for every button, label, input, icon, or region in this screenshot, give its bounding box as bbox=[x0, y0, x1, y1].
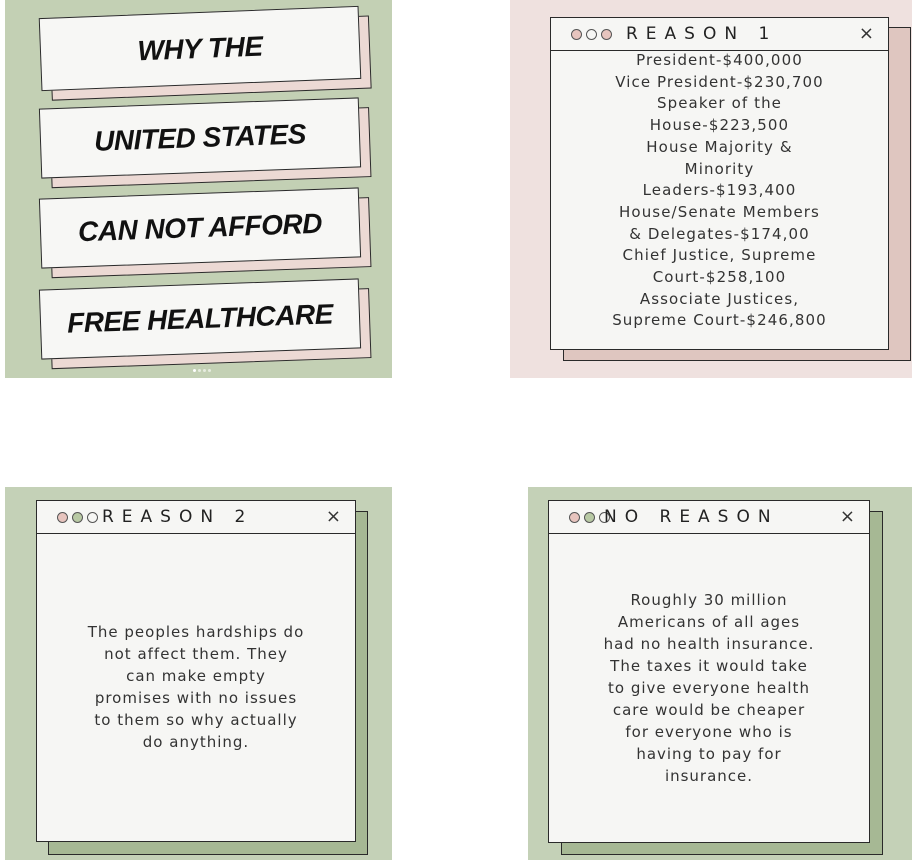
green-circle-icon bbox=[72, 512, 83, 523]
text-line: for everyone who is bbox=[625, 723, 793, 741]
carousel-indicator[interactable] bbox=[193, 369, 211, 372]
title-line-2: UNITED STATES bbox=[93, 118, 307, 157]
close-icon[interactable]: × bbox=[858, 23, 874, 44]
title-banner-2 bbox=[39, 97, 361, 178]
window-title: REASON 2 bbox=[102, 507, 254, 527]
text-line: Roughly 30 million bbox=[630, 591, 788, 609]
salary-line: Associate Justices, bbox=[639, 289, 800, 308]
white-circle-icon bbox=[586, 29, 597, 40]
window-titlebar bbox=[551, 18, 888, 51]
text-line: The peoples hardships do bbox=[87, 622, 305, 641]
salary-line: Chief Justice, Supreme bbox=[622, 246, 817, 265]
title-line-4: FREE HEALTHCARE bbox=[66, 298, 334, 339]
white-circle-icon bbox=[87, 512, 98, 523]
salary-line: House Majority & bbox=[646, 137, 793, 156]
window-titlebar bbox=[549, 501, 869, 534]
salary-line: Vice President-$230,700 bbox=[615, 72, 824, 91]
pink-circle-icon bbox=[57, 512, 68, 523]
title-banner-4 bbox=[39, 278, 361, 359]
pink-circle-icon bbox=[571, 29, 582, 40]
close-icon[interactable]: × bbox=[839, 506, 855, 527]
text-line: to them so why actually bbox=[94, 710, 298, 729]
window-titlebar bbox=[37, 501, 355, 534]
text-line: had no health insurance. bbox=[603, 635, 815, 653]
reason-1-window bbox=[550, 17, 889, 350]
reason-2-window bbox=[36, 500, 356, 842]
no-reason-window bbox=[548, 500, 870, 843]
window-title: REASON 1 bbox=[626, 24, 778, 44]
text-line: care would be cheaper bbox=[612, 701, 806, 719]
no-reason-panel[interactable] bbox=[528, 487, 912, 860]
window-body bbox=[37, 534, 355, 841]
text-line: can make empty bbox=[126, 666, 266, 685]
text-line: do anything. bbox=[142, 732, 250, 751]
pink-circle-icon bbox=[601, 29, 612, 40]
title-banner-1 bbox=[39, 6, 362, 91]
title-banner-3 bbox=[39, 187, 361, 268]
reason-1-panel[interactable] bbox=[510, 0, 912, 378]
salary-line: Supreme Court-$246,800 bbox=[612, 311, 827, 330]
salary-line: & Delegates-$174,00 bbox=[629, 224, 810, 243]
title-slide-panel[interactable] bbox=[5, 0, 392, 378]
text-line: promises with no issues bbox=[94, 688, 298, 707]
text-line: not affect them. They bbox=[104, 644, 288, 663]
salary-line: President-$400,000 bbox=[636, 51, 803, 69]
pink-circle-icon bbox=[569, 512, 580, 523]
reason-2-panel[interactable] bbox=[5, 487, 392, 860]
salary-line: Court-$258,100 bbox=[652, 268, 787, 287]
title-line-3: CAN NOT AFFORD bbox=[77, 207, 323, 248]
salary-line: House/Senate Members bbox=[619, 202, 820, 221]
close-icon[interactable]: × bbox=[325, 506, 341, 527]
green-circle-icon bbox=[584, 512, 595, 523]
text-line: insurance. bbox=[664, 767, 754, 785]
text-line: to give everyone health bbox=[608, 679, 810, 697]
salary-line: Leaders-$193,400 bbox=[642, 181, 797, 200]
text-line: Americans of all ages bbox=[617, 613, 801, 631]
salary-line: House-$223,500 bbox=[649, 116, 790, 135]
salary-line: Minority bbox=[684, 159, 755, 178]
window-body bbox=[549, 534, 869, 842]
text-line: The taxes it would take bbox=[610, 657, 808, 675]
window-title: NO REASON bbox=[604, 507, 779, 527]
text-line: having to pay for bbox=[636, 745, 782, 763]
salary-line: Speaker of the bbox=[656, 94, 783, 113]
window-body bbox=[551, 51, 888, 349]
title-line-1: WHY THE bbox=[136, 30, 264, 66]
